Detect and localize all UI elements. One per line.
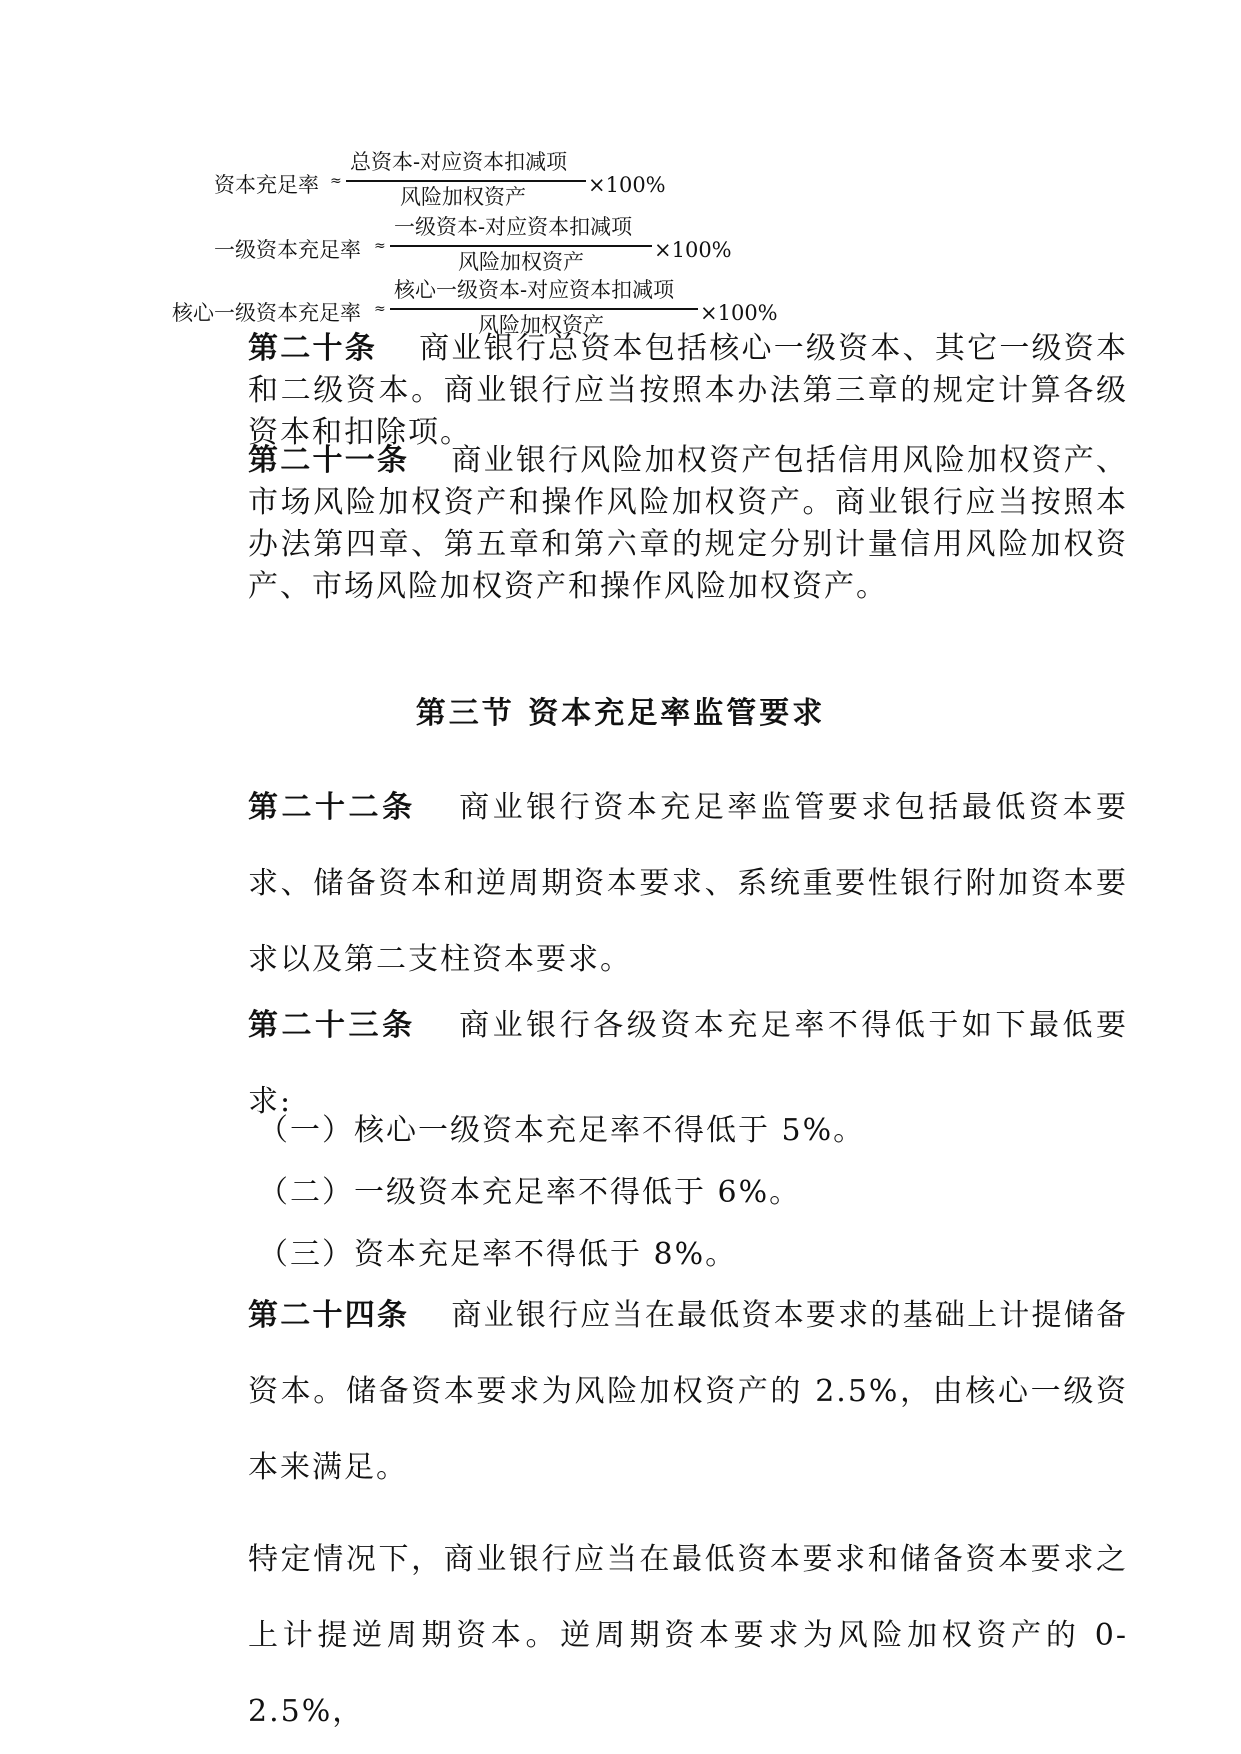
formula-tier1-capital-adequacy-ratio <box>214 217 774 287</box>
formula-denominator: 风险加权资产 <box>478 313 604 337</box>
list-item: （二）一级资本充足率不得低于 6%。 <box>258 1175 802 1210</box>
formula-label: 资本充足率 <box>214 173 319 197</box>
fraction-bar <box>390 245 652 247</box>
article-number: 第二十四条 <box>248 1298 410 1333</box>
formula-denominator: 风险加权资产 <box>400 185 526 209</box>
article-text: 商业银行资本充足率监管要求包括最低资本要求、储备资本和逆周期资本要求、系统重要性银行附加资本要求以及第二支柱资本要求。 <box>248 790 1129 977</box>
article-24 <box>188 1278 1128 1506</box>
approx-sign: ≈ <box>330 173 341 189</box>
article-number: 第二十三条 <box>248 1008 416 1043</box>
fraction-bar <box>390 308 698 310</box>
list-item: （一）核心一级资本充足率不得低于 5%。 <box>258 1113 866 1148</box>
formula-multiplier: ×100% <box>588 173 666 197</box>
article-text: 商业银行各级资本充足率不得低于如下最低要求: <box>248 1008 1129 1119</box>
article-text: 商业银行总资本包括核心一级资本、其它一级资本和二级资本。商业银行应当按照本办法第三章的规定计算各级资本和扣除项。 <box>248 331 1129 450</box>
article-number: 第二十二条 <box>248 790 416 825</box>
formula-numerator: 一级资本-对应资本扣减项 <box>394 215 633 239</box>
article-22 <box>188 770 1128 998</box>
list-item: （三）资本充足率不得低于 8%。 <box>258 1237 738 1272</box>
formula-label: 一级资本充足率 <box>214 238 361 262</box>
article-number: 第二十条 <box>248 331 377 366</box>
formula-label: 核心一级资本充足率 <box>172 301 361 325</box>
formula-denominator: 风险加权资产 <box>458 250 584 274</box>
article-number: 第二十一条 <box>248 443 410 478</box>
article-text: 商业银行风险加权资产包括信用风险加权资产、市场风险加权资产和操作风险加权资产。商业银行应当按照本办法第四章、第五章和第六章的规定分别计量信用风险加权资产、市场风险加权资产和操作风险加权资产。 <box>248 443 1129 604</box>
formula-capital-adequacy-ratio <box>214 152 714 222</box>
formula-multiplier: ×100% <box>700 301 778 325</box>
article-24-paragraph-2: 特定情况下，商业银行应当在最低资本要求和储备资本要求之上计提逆周期资本。逆周期资本要求为风险加权资产的 0-2.5%， <box>248 1542 1128 1729</box>
article-21 <box>188 440 1128 608</box>
approx-sign: ≈ <box>374 301 385 317</box>
article-20 <box>188 328 1128 454</box>
article-text: 商业银行应当在最低资本要求的基础上计提储备资本。储备资本要求为风险加权资产的 2.5%，由核心一级资本来满足。 <box>248 1298 1129 1485</box>
formula-numerator: 总资本-对应资本扣减项 <box>350 150 568 174</box>
formula-multiplier: ×100% <box>654 238 732 262</box>
formula-numerator: 核心一级资本-对应资本扣减项 <box>394 278 675 302</box>
approx-sign: ≈ <box>374 238 385 254</box>
fraction-bar <box>346 180 586 182</box>
section-title: 第三节 资本充足率监管要求 <box>415 696 826 731</box>
